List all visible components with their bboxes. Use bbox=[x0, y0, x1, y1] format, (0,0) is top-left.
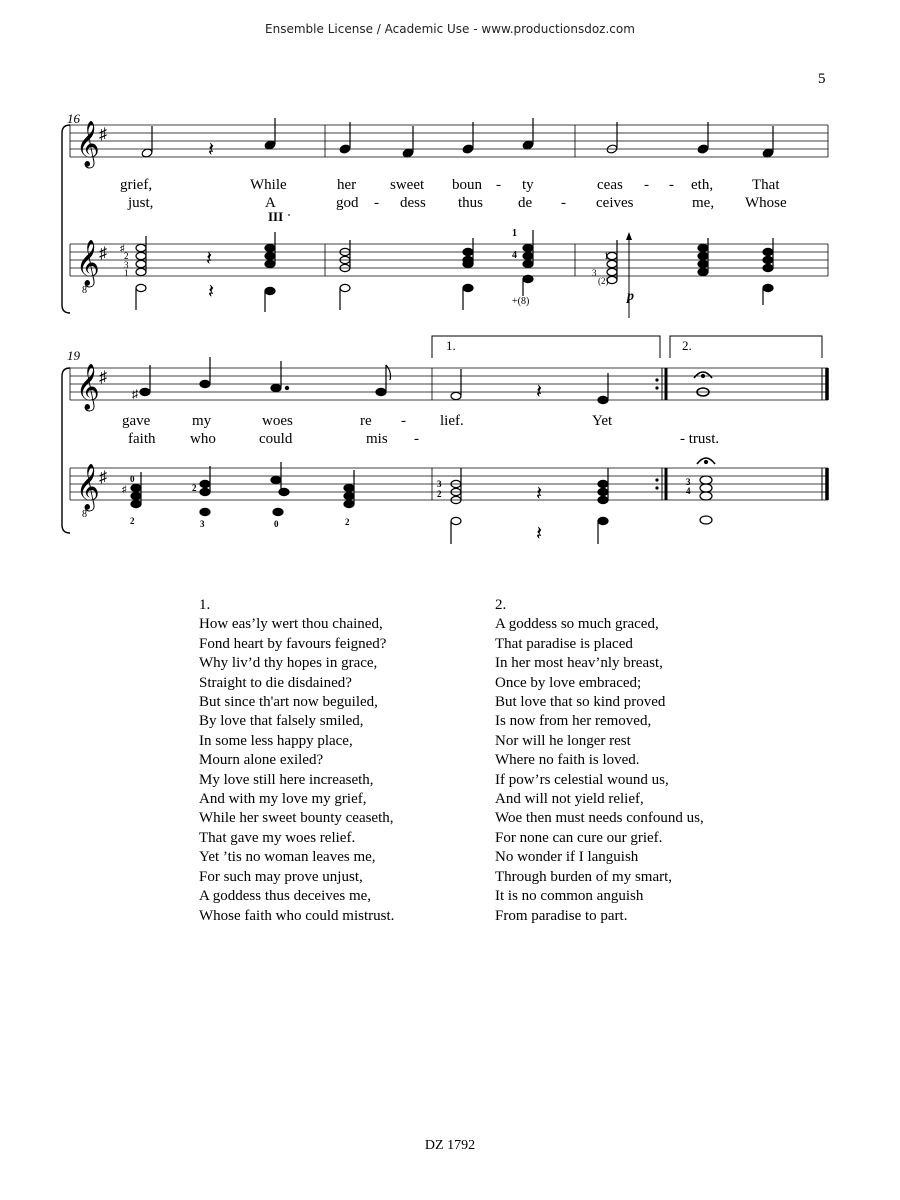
verse-number: 1. bbox=[199, 597, 211, 613]
verse-line: Is now from her removed, bbox=[495, 713, 652, 730]
svg-text:A: A bbox=[265, 195, 276, 211]
svg-text:0: 0 bbox=[274, 519, 279, 529]
octave-mark: 8 bbox=[82, 509, 87, 520]
octave-mark: 8 bbox=[82, 285, 87, 296]
harmonic-note: +(8) bbox=[512, 296, 530, 307]
verse-line: Whose faith who could mistrust. bbox=[199, 907, 395, 924]
verse-line: By love that falsely smiled, bbox=[199, 713, 364, 730]
svg-text:thus: thus bbox=[458, 195, 484, 211]
quarter-rest: 𝄽 bbox=[208, 139, 215, 161]
svg-text:ceas: ceas bbox=[597, 177, 623, 193]
voice-notes-2 bbox=[132, 357, 712, 404]
verse-line: Once by love embraced; bbox=[495, 674, 642, 691]
svg-text:3: 3 bbox=[124, 260, 129, 270]
verse-line: That gave my woes relief. bbox=[199, 829, 356, 846]
svg-text:-: - bbox=[669, 177, 674, 193]
sharp-key-signature: ♯ bbox=[99, 469, 107, 486]
svg-text:2: 2 bbox=[192, 483, 197, 493]
svg-text:3: 3 bbox=[686, 477, 691, 487]
quarter-rest: 𝄽 bbox=[536, 483, 543, 505]
verse-line: And with my love my grief, bbox=[199, 791, 367, 808]
lyrics-system1-verse1 bbox=[120, 177, 780, 193]
verse-line: A goddess so much graced, bbox=[495, 616, 659, 633]
sharp-key-signature: ♯ bbox=[99, 245, 107, 262]
svg-text:-: - bbox=[496, 177, 501, 193]
lyrics-system2-verse1 bbox=[122, 413, 613, 429]
svg-text:gave: gave bbox=[122, 413, 151, 429]
voice-staff-1 bbox=[70, 125, 828, 157]
voice-staff-2 bbox=[70, 368, 828, 400]
quarter-rest: 𝄽 bbox=[536, 381, 543, 403]
verse-line: That paradise is placed bbox=[495, 635, 633, 652]
verse-line: While her sweet bounty ceaseth, bbox=[199, 810, 394, 827]
page-number: 5 bbox=[818, 71, 826, 87]
verse-line: But since th'art now beguiled, bbox=[199, 694, 378, 711]
svg-text:eth,: eth, bbox=[691, 177, 714, 193]
svg-text:my: my bbox=[192, 413, 212, 429]
svg-text:Whose: Whose bbox=[745, 195, 787, 211]
svg-text:boun: boun bbox=[452, 177, 482, 193]
svg-text:dess: dess bbox=[400, 195, 426, 211]
treble-clef-icon: 𝄞 bbox=[76, 121, 100, 166]
svg-text:just,: just, bbox=[128, 195, 154, 211]
verse-line: If pow’rs celestial wound us, bbox=[495, 771, 669, 788]
first-ending-label: 1. bbox=[446, 338, 456, 353]
svg-text:2: 2 bbox=[345, 517, 350, 527]
verse-line: Where no faith is loved. bbox=[495, 752, 640, 769]
verse-line: In her most heav’nly breast, bbox=[495, 655, 663, 672]
quarter-rest: 𝄽 bbox=[206, 248, 213, 270]
sharp-key-signature: ♯ bbox=[99, 369, 107, 386]
verse-line: Straight to die disdained? bbox=[199, 674, 352, 691]
verse-line: But love that so kind proved bbox=[495, 694, 666, 711]
svg-text:could: could bbox=[259, 431, 293, 447]
svg-text:mis: mis bbox=[366, 431, 388, 447]
svg-text:- trust.: - trust. bbox=[680, 431, 720, 447]
svg-text:sweet: sweet bbox=[390, 177, 425, 193]
treble-clef-8vb-icon: 𝄞 bbox=[76, 464, 100, 509]
svg-text:woes: woes bbox=[262, 413, 293, 429]
lyrics-system1-verse2 bbox=[127, 195, 787, 211]
verse-line: It is no common anguish bbox=[495, 888, 644, 905]
svg-text:1: 1 bbox=[604, 251, 609, 261]
svg-text:While: While bbox=[250, 177, 287, 193]
verse-line: For such may prove unjust, bbox=[199, 868, 363, 885]
verse-line: No wonder if I languish bbox=[495, 849, 639, 866]
guitar-staff-2 bbox=[70, 468, 828, 500]
svg-text:2: 2 bbox=[130, 516, 135, 526]
verse-line: Why liv’d thy hopes in grace, bbox=[199, 655, 378, 672]
verse-line: From paradise to part. bbox=[495, 907, 628, 924]
svg-text:(2): (2) bbox=[598, 276, 609, 286]
svg-text:1: 1 bbox=[512, 228, 517, 239]
svg-text:me,: me, bbox=[692, 195, 715, 211]
catalog-footer: DZ 1792 bbox=[424, 1138, 476, 1153]
verse-line: Fond heart by favours feigned? bbox=[199, 635, 387, 652]
svg-text:lief.: lief. bbox=[440, 413, 464, 429]
quarter-rest: 𝄽 bbox=[208, 281, 215, 303]
svg-text:-: - bbox=[401, 413, 406, 429]
verse-line: Nor will he longer rest bbox=[495, 732, 631, 749]
treble-clef-icon: 𝄞 bbox=[76, 364, 100, 409]
svg-text:♯: ♯ bbox=[120, 243, 125, 253]
second-ending-label: 2. bbox=[682, 338, 692, 353]
svg-text:3: 3 bbox=[437, 479, 442, 489]
voice-notes-1 bbox=[141, 118, 774, 158]
verse-line: Mourn alone exiled? bbox=[199, 752, 324, 769]
treble-clef-8vb-icon: 𝄞 bbox=[76, 240, 100, 285]
svg-text:Yet: Yet bbox=[592, 413, 613, 429]
svg-text:ty: ty bbox=[522, 177, 534, 193]
verse-line: Yet ’tis no woman leaves me, bbox=[199, 849, 376, 866]
verse-number: 2. bbox=[495, 597, 507, 613]
guitar-staff-1 bbox=[70, 244, 828, 276]
sharp-key-signature: ♯ bbox=[99, 126, 107, 143]
guitar-chords-1 bbox=[136, 230, 773, 312]
svg-text:her: her bbox=[337, 177, 357, 193]
verse-line: Woe then must needs confound us, bbox=[495, 810, 704, 827]
svg-text:3: 3 bbox=[592, 268, 597, 278]
svg-text:4: 4 bbox=[686, 486, 691, 496]
verse-line: My love still here increaseth, bbox=[199, 771, 374, 788]
svg-text:who: who bbox=[190, 431, 216, 447]
quarter-rest: 𝄽 bbox=[536, 523, 543, 545]
verse-line: For none can cure our grief. bbox=[495, 829, 663, 846]
guitar-chords-2 bbox=[131, 458, 715, 544]
svg-text:de: de bbox=[518, 195, 533, 211]
svg-text:♯: ♯ bbox=[132, 387, 138, 401]
svg-text:2: 2 bbox=[437, 489, 442, 499]
svg-text:3: 3 bbox=[200, 519, 205, 529]
svg-text:-: - bbox=[374, 195, 379, 211]
verse-line: How eas’ly wert thou chained, bbox=[199, 616, 383, 633]
verse-line: And will not yield relief, bbox=[495, 791, 644, 808]
svg-text:-: - bbox=[561, 195, 566, 211]
svg-text:faith: faith bbox=[128, 431, 156, 447]
svg-text:That: That bbox=[752, 177, 780, 193]
verse-line: Through burden of my smart, bbox=[495, 868, 673, 885]
svg-text:♯: ♯ bbox=[122, 484, 127, 494]
svg-text:2: 2 bbox=[124, 251, 129, 261]
svg-text:1: 1 bbox=[124, 268, 129, 278]
svg-text:4: 4 bbox=[512, 250, 517, 261]
dynamic-marking: p bbox=[627, 289, 634, 304]
verse-1 bbox=[199, 596, 394, 926]
svg-text:0: 0 bbox=[130, 474, 135, 484]
svg-text:-: - bbox=[414, 431, 419, 447]
verse-2 bbox=[495, 596, 704, 926]
svg-text:god: god bbox=[336, 195, 359, 211]
svg-text:re: re bbox=[360, 413, 372, 429]
svg-text:grief,: grief, bbox=[120, 177, 153, 193]
verse-line: A goddess thus deceives me, bbox=[199, 888, 372, 905]
lyrics-system2-verse2 bbox=[128, 431, 719, 447]
svg-text:ceives: ceives bbox=[596, 195, 634, 211]
license-header: Ensemble License / Academic Use - www.productionsdoz.com bbox=[265, 22, 635, 36]
svg-text:-: - bbox=[644, 177, 649, 193]
measure-number-16: 16 bbox=[67, 111, 80, 126]
measure-number-19: 19 bbox=[67, 348, 80, 363]
verse-line: In some less happy place, bbox=[199, 732, 353, 749]
system-1 bbox=[62, 125, 828, 313]
position-marker-III: III bbox=[268, 209, 284, 224]
